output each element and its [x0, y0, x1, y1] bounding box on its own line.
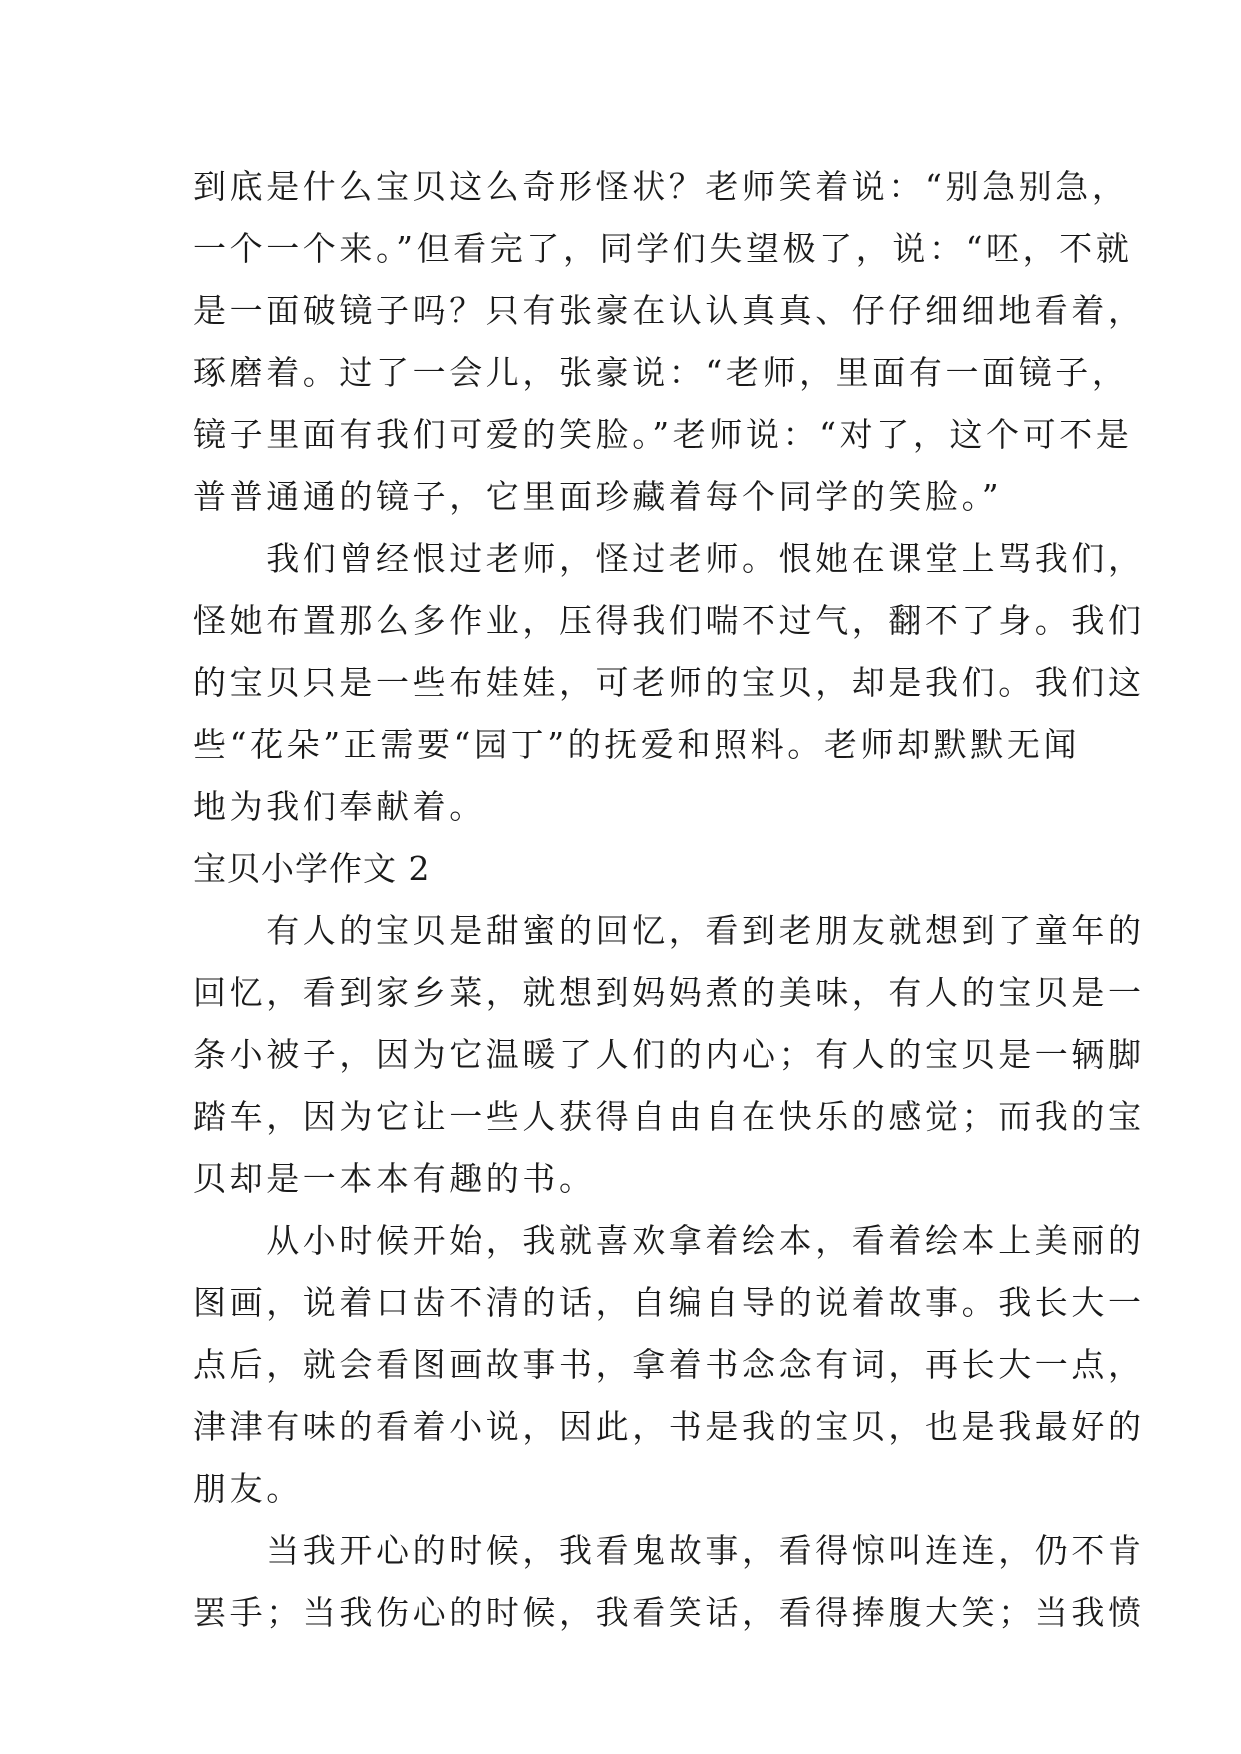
text-line: 一个一个来。”但看完了，同学们失望极了，说：“呸，不就	[193, 229, 1133, 268]
text-line: 普普通通的镜子，它里面珍藏着每个同学的笑脸。”	[193, 477, 1003, 516]
text-line: 点后，就会看图画故事书，拿着书念念有词，再长大一点，	[193, 1345, 1145, 1384]
text-line: 是一面破镜子吗？只有张豪在认认真真、仔仔细细地看着，	[193, 291, 1145, 330]
text-line: 图画，说着口齿不清的话，自编自导的说着故事。我长大一	[193, 1283, 1145, 1322]
text-line: 回忆，看到家乡菜，就想到妈妈煮的美味，有人的宝贝是一	[193, 973, 1145, 1012]
text-line: 津津有味的看着小说，因此，书是我的宝贝，也是我最好的	[193, 1407, 1145, 1446]
text-line: 罢手；当我伤心的时候，我看笑话，看得捧腹大笑；当我愤	[193, 1593, 1145, 1632]
text-line: 朋友。	[193, 1469, 303, 1508]
section-heading: 宝贝小学作文 2	[193, 849, 431, 888]
text-line: 当我开心的时候，我看鬼故事，看得惊叫连连，仍不肯	[193, 1531, 1145, 1570]
text-line: 到底是什么宝贝这么奇形怪状？老师笑着说：“别急别急，	[193, 167, 1129, 206]
text-line: 镜子里面有我们可爱的笑脸。”老师说：“对了，这个可不是	[193, 415, 1133, 454]
text-line: 从小时候开始，我就喜欢拿着绘本，看着绘本上美丽的	[193, 1221, 1145, 1260]
text-line: 些“花朵”正需要“园丁”的抚爱和照料。老师却默默无闻	[193, 725, 1081, 764]
text-line: 贝却是一本本有趣的书。	[193, 1159, 596, 1198]
text-line: 怪她布置那么多作业，压得我们喘不过气，翻不了身。我们	[193, 601, 1145, 640]
text-line: 地为我们奉献着。	[193, 787, 486, 826]
text-line: 我们曾经恨过老师，怪过老师。恨她在课堂上骂我们，	[193, 539, 1145, 578]
text-line: 踏车，因为它让一些人获得自由自在快乐的感觉；而我的宝	[193, 1097, 1145, 1136]
text-line: 有人的宝贝是甜蜜的回忆，看到老朋友就想到了童年的	[193, 911, 1145, 950]
text-line: 的宝贝只是一些布娃娃，可老师的宝贝，却是我们。我们这	[193, 663, 1145, 702]
text-line: 条小被子，因为它温暖了人们的内心；有人的宝贝是一辆脚	[193, 1035, 1145, 1074]
text-line: 琢磨着。过了一会儿，张豪说：“老师，里面有一面镜子，	[193, 353, 1129, 392]
text-body	[193, 156, 1145, 1644]
